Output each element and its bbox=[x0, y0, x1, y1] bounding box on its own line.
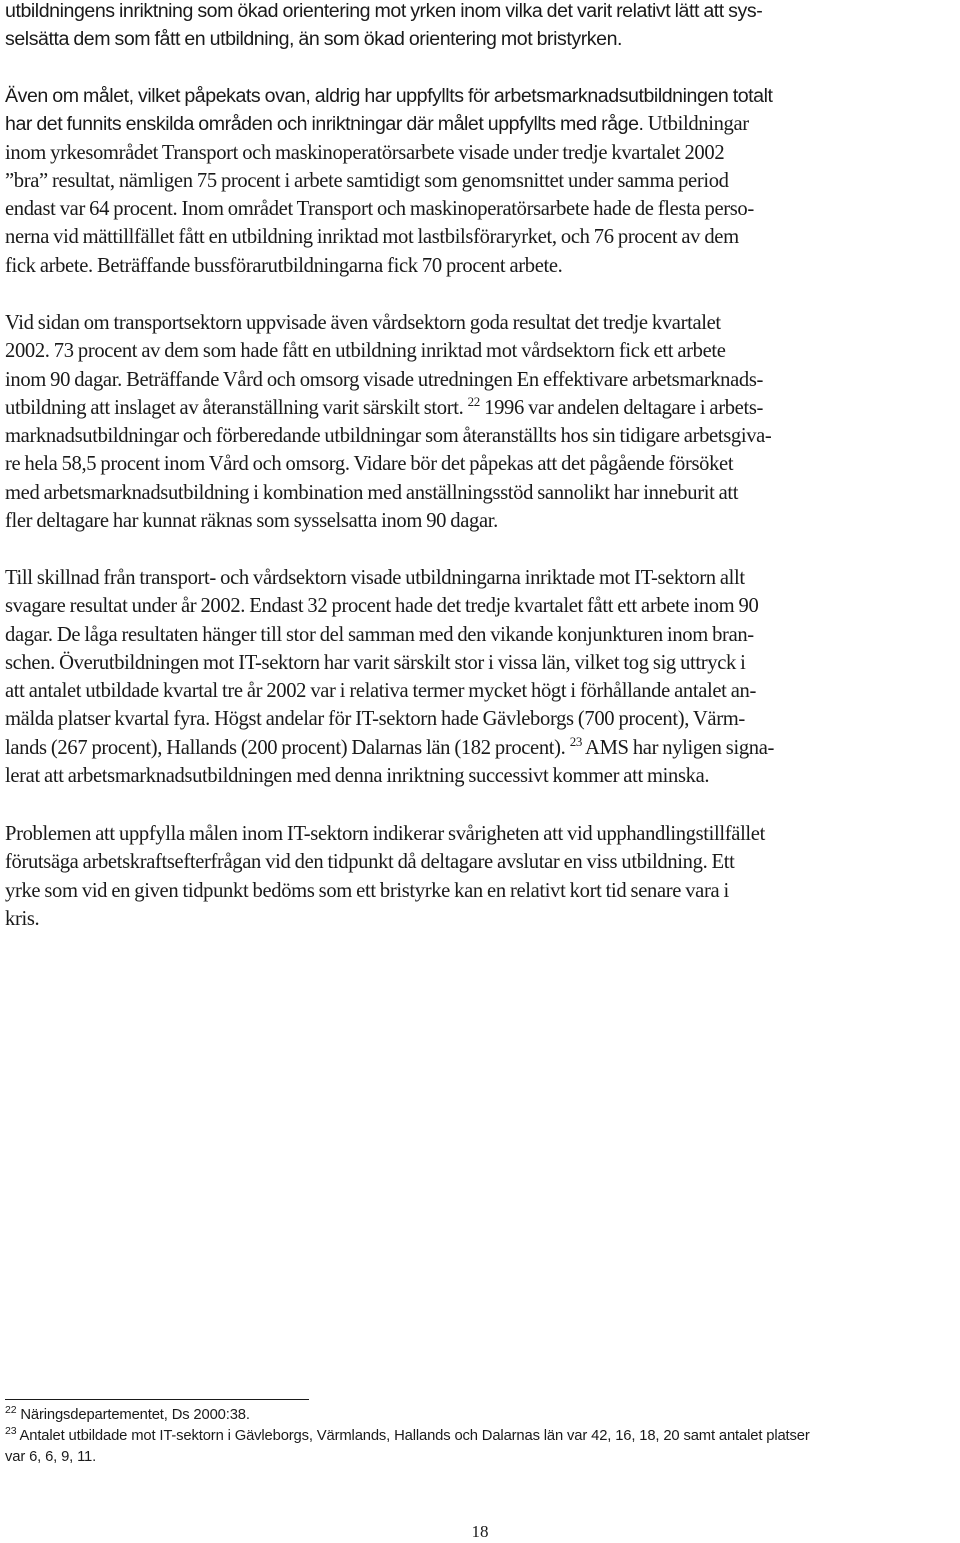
text-run: 1996 var andelen deltagare i arbets- bbox=[479, 396, 763, 419]
footnote-text: var 6, 6, 9, 11. bbox=[5, 1449, 97, 1465]
text-run: re hela 58,5 procent inom Vård och omsorg. Vidare bör det påpekas att det pågående försöket bbox=[5, 453, 734, 476]
page-number: 18 bbox=[471, 1522, 489, 1541]
text-line bbox=[5, 82, 955, 110]
text-run: AMS har nyligen signa- bbox=[582, 736, 775, 759]
text-run: nerna vid mättillfället fått en utbildning inriktad mot lastbilsföraryrket, och 76 procent av dem bbox=[5, 226, 739, 249]
paragraph bbox=[5, 0, 955, 54]
text-run: mälda platser kvartal fyra. Högst andelar för IT-sektorn hade Gävleborgs (700 procent), Värm- bbox=[5, 708, 745, 731]
text-run: Till skillnad från transport- och vårdsektorn visade utbildningarna inriktade mot IT-sektorn allt bbox=[5, 567, 745, 589]
text-run: svagare resultat under år 2002. Endast 32 procent hade det tredje kvartalet fått ett arbete inom 90 bbox=[5, 595, 759, 618]
text-run: utbildning att inslaget av återanställning varit särskilt stort. bbox=[5, 396, 468, 419]
text-line bbox=[5, 762, 955, 790]
text-line bbox=[5, 195, 955, 223]
footnote-number: 22 bbox=[5, 1404, 17, 1416]
text-line bbox=[5, 564, 955, 592]
footnote-text: Näringsdepartementet, Ds 2000:38. bbox=[20, 1407, 250, 1423]
text-line bbox=[5, 337, 955, 365]
footnote-line bbox=[5, 1426, 955, 1447]
paragraph bbox=[5, 820, 955, 933]
text-run: dagar. De låga resultaten hänger till stor del samman med den vikande konjunkturen inom bran- bbox=[5, 623, 754, 646]
text-run: schen. Överutbildningen mot IT-sektorn har varit särskilt stor i vissa län, vilket tog sig uttryck i bbox=[5, 651, 746, 674]
text-line bbox=[5, 848, 955, 876]
footnote-line bbox=[5, 1405, 955, 1426]
footnote-number: 23 bbox=[5, 1425, 17, 1437]
paragraph bbox=[5, 564, 955, 790]
text-run: Vid sidan om transportsektorn uppvisade även vårdsektorn goda resultat det tredje kvartalet bbox=[5, 312, 721, 334]
text-run: att antalet utbildade kvartal tre år 2002 var i relativa termer mycket högt i förhållande antalet an- bbox=[5, 680, 756, 703]
text-run: Problemen att uppfylla målen inom IT-sektorn indikerar svårigheten att vid upphandlingstillfället bbox=[5, 823, 765, 845]
text-line bbox=[5, 820, 955, 848]
text-run: endast var 64 procent. Inom området Transport och maskinoperatörsarbete hade de flesta perso- bbox=[5, 198, 754, 221]
text-line bbox=[5, 479, 955, 507]
sans-text-run: Även om målet, vilket påpekats ovan, aldrig har uppfyllts för arbetsmarknadsutbildningen totalt bbox=[5, 85, 773, 107]
text-run: 2002. 73 procent av dem som hade fått en utbildning inriktad mot vårdsektorn fick ett arbete bbox=[5, 340, 726, 363]
text-line bbox=[5, 905, 955, 933]
text-line bbox=[5, 422, 955, 450]
text-line bbox=[5, 110, 955, 138]
text-run: inom yrkesområdet Transport och maskinoperatörsarbete visade under tredje kvartalet 2002 bbox=[5, 141, 725, 164]
text-run: förutsäga arbetskraftsefterfrågan vid den tidpunkt då deltagare avslutar en viss utbildning. Ett bbox=[5, 851, 735, 874]
text-line bbox=[5, 877, 955, 905]
footnote bbox=[5, 1426, 955, 1468]
sans-text-run: selsätta dem som fått en utbildning, än som ökad orientering mot bristyrken. bbox=[5, 28, 623, 51]
paragraph bbox=[5, 309, 955, 535]
footnotes bbox=[5, 1405, 955, 1468]
text-run: inom 90 dagar. Beträffande Vård och omsorg visade utredningen En effektivare arbetsmarknads- bbox=[5, 368, 764, 391]
text-run: ”bra” resultat, nämligen 75 procent i arbete samtidigt som genomsnittet under samma period bbox=[5, 169, 729, 192]
text-run: marknadsutbildningar och förberedande utbildningar som återanställts hos sin tidigare arbetsgiva- bbox=[5, 425, 772, 448]
text-line bbox=[5, 25, 955, 53]
text-line bbox=[5, 223, 955, 251]
footnote-reference: 23 bbox=[569, 733, 582, 749]
text-line bbox=[5, 507, 955, 535]
text-line bbox=[5, 677, 955, 705]
sans-text-run: utbildningens inriktning som ökad orientering mot yrken inom vilka det varit relativt lätt att sys- bbox=[5, 0, 763, 22]
footnote-separator bbox=[5, 1399, 309, 1400]
text-run: lerat att arbetsmarknadsutbildningen med denna inriktning successivt kommer att minska. bbox=[5, 765, 710, 788]
text-run: Utbildningar bbox=[643, 113, 749, 136]
text-run: fick arbete. Beträffande bussförarutbildningarna fick 70 procent arbete. bbox=[5, 254, 563, 277]
text-run: med arbetsmarknadsutbildning i kombination med anställningsstöd sannolikt har inneburit att bbox=[5, 481, 739, 504]
text-line bbox=[5, 139, 955, 167]
text-line bbox=[5, 592, 955, 620]
sans-text-run: har det funnits enskilda områden och inriktningar där målet uppfyllts med råge. bbox=[5, 113, 644, 136]
text-line bbox=[5, 394, 955, 422]
text-line bbox=[5, 621, 955, 649]
paragraph bbox=[5, 82, 955, 280]
text-run: kris. bbox=[5, 907, 40, 930]
text-line bbox=[5, 450, 955, 478]
text-line bbox=[5, 0, 955, 25]
text-run: fler deltagare har kunnat räknas som sysselsatta inom 90 dagar. bbox=[5, 510, 498, 533]
text-line bbox=[5, 167, 955, 195]
footnote-text: Antalet utbildade mot IT-sektorn i Gävleborgs, Värmlands, Hallands och Dalarnas län var 42, 16, 18, 20 samt antalet platser bbox=[19, 1428, 810, 1444]
text-run: yrke som vid en given tidpunkt bedöms som ett bristyrke kan en relativt kort tid senare vara i bbox=[5, 879, 729, 902]
text-line bbox=[5, 734, 955, 762]
footnote-line bbox=[5, 1447, 955, 1468]
footnote-reference: 22 bbox=[467, 393, 480, 409]
text-line bbox=[5, 252, 955, 280]
text-line bbox=[5, 705, 955, 733]
text-run: lands (267 procent), Hallands (200 procent) Dalarnas län (182 procent). bbox=[5, 736, 570, 759]
footnote bbox=[5, 1405, 955, 1426]
text-line bbox=[5, 366, 955, 394]
text-line bbox=[5, 649, 955, 677]
text-line bbox=[5, 309, 955, 337]
